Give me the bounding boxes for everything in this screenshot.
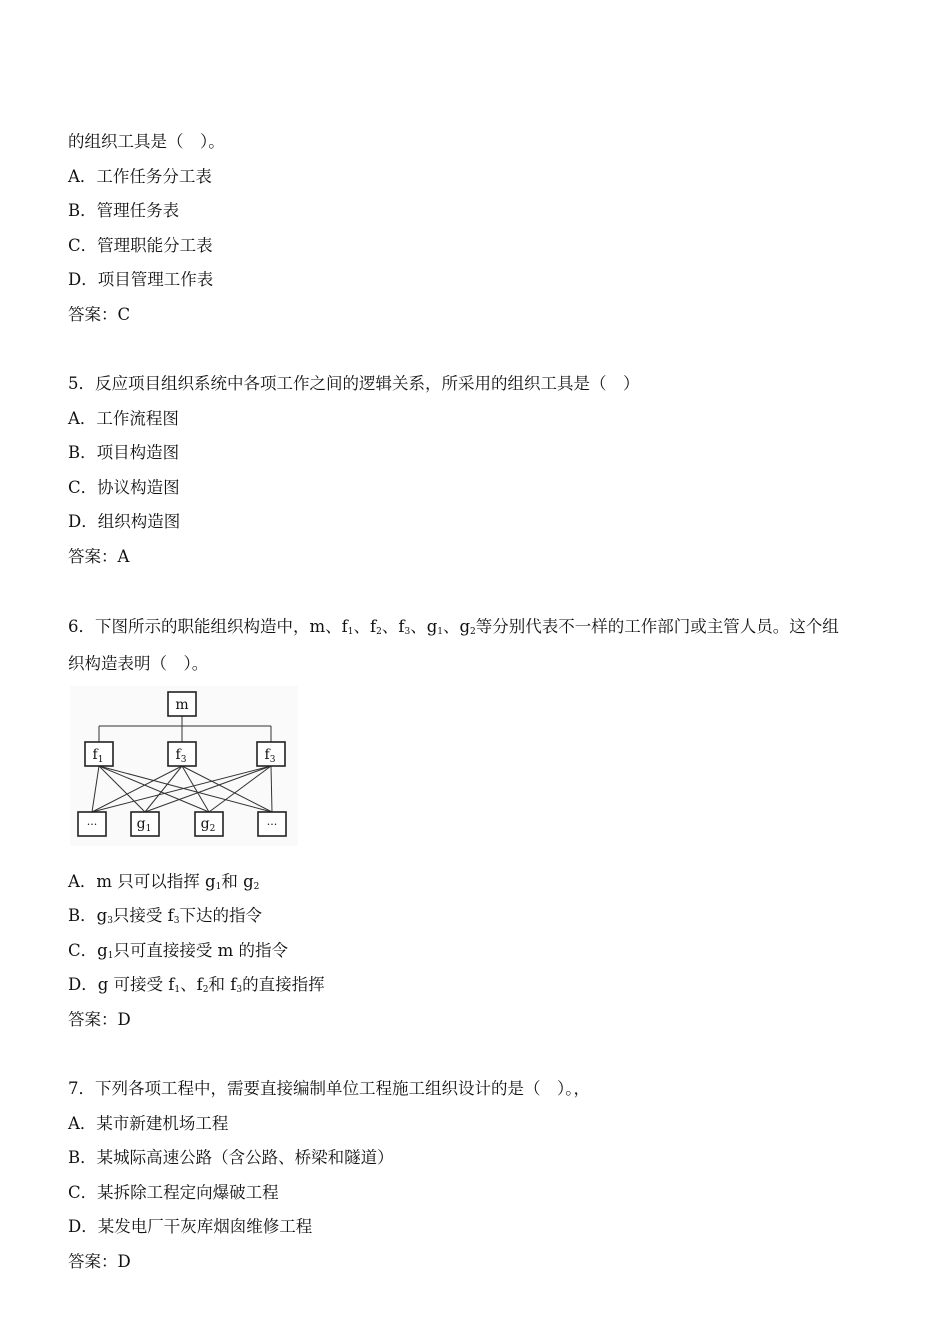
q5-answer: 答案：A	[68, 547, 130, 566]
q5-option-b: B．项目构造图	[68, 443, 180, 462]
q6-stem-line-1: 6．下图所示的职能组织构造中，m、$f_1$、$f_2$、$f_3$、$g_1$、$g_2$等分别代表不一样的工作部门或主管人员。这个组	[68, 617, 839, 637]
q6-option-b: B．$g_3$只接受 $f_3$下达的指令	[68, 906, 263, 926]
node-m: m	[175, 697, 189, 713]
q7-option-d: D．某发电厂干灰库烟囱维修工程	[68, 1217, 313, 1236]
q5-option-d: D．组织构造图	[68, 512, 181, 531]
q4-option-c: C．管理职能分工表	[68, 236, 213, 255]
node-g2: $g_2$	[200, 816, 216, 834]
q4-option-b: B．管理任务表	[68, 201, 180, 220]
functional-organization-diagram	[70, 686, 298, 846]
q6-option-a: A．m 只可以指挥 $g_1$和 $g_2$	[68, 872, 260, 892]
q7-option-c: C．某拆除工程定向爆破工程	[68, 1183, 279, 1202]
node-ellipsis-left: ···	[86, 818, 98, 831]
q4-answer: 答案：C	[68, 305, 131, 324]
node-ellipsis-right: ···	[266, 818, 278, 831]
node-g1: $g_1$	[136, 816, 152, 834]
q5-option-c: C．协议构造图	[68, 478, 180, 497]
q4-stem-tail: 的组织工具是（ ）。	[68, 132, 225, 151]
node-f3-a: $f_3$	[175, 747, 187, 765]
q7-answer: 答案：D	[68, 1252, 131, 1271]
q7-option-b: B．某城际高速公路（含公路、桥梁和隧道）	[68, 1148, 394, 1167]
q7-option-a: A．某市新建机场工程	[68, 1114, 229, 1133]
q4-option-a: A．工作任务分工表	[68, 167, 212, 186]
node-f1: $f_1$	[92, 747, 104, 765]
q6-option-d: D．g 可接受 $f_1$、$f_2$和 $f_3$的直接指挥	[68, 975, 325, 995]
node-f3-b: $f_3$	[264, 747, 276, 765]
q6-option-c: C．$g_1$只可直接接受 m 的指令	[68, 941, 289, 961]
q5-stem: 5．反应项目组织系统中各项工作之间的逻辑关系，所采用的组织工具是（ ）	[68, 374, 640, 393]
q7-stem: 7．下列各项工程中，需要直接编制单位工程施工组织设计的是（ ）。，	[68, 1079, 590, 1098]
q6-answer: 答案：D	[68, 1010, 131, 1029]
q6-stem-line-2: 织构造表明（ ）。	[68, 654, 209, 673]
q5-option-a: A．工作流程图	[68, 409, 179, 428]
q4-option-d: D．项目管理工作表	[68, 270, 214, 289]
